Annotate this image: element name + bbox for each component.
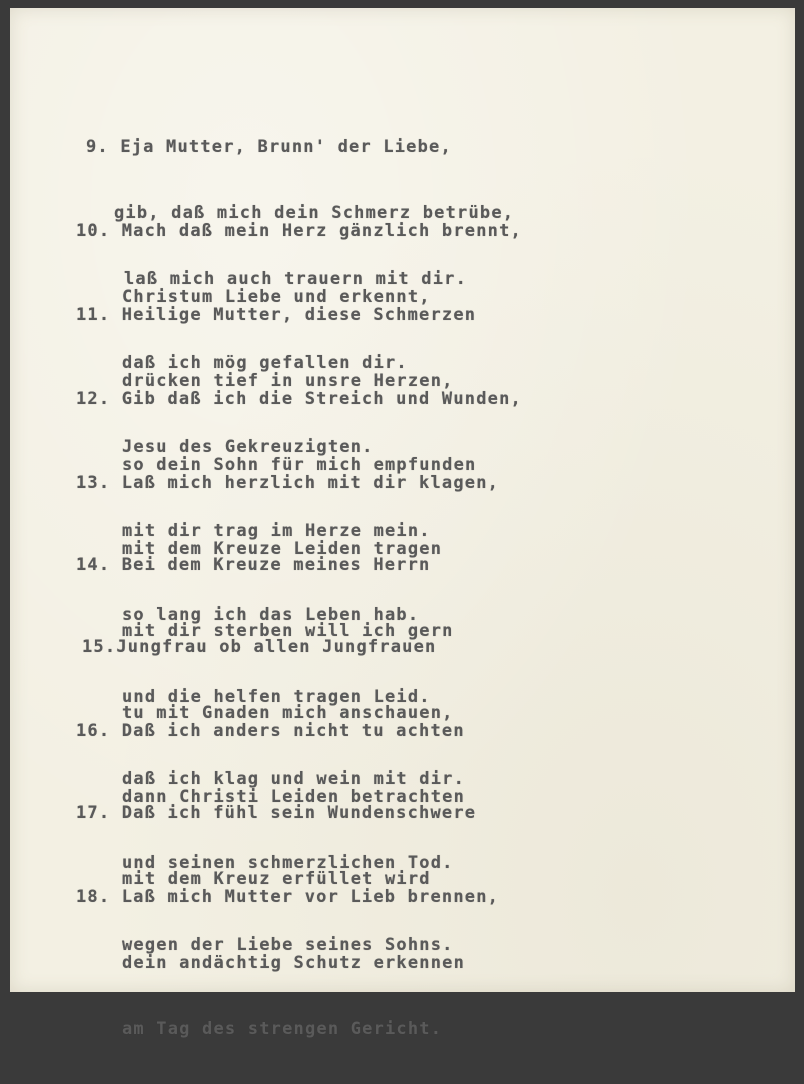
verse-line: mit dir sterben will ich gern (122, 621, 454, 641)
verse-list (10, 8, 795, 1039)
verse-line: dein andächtig Schutz erkennen (122, 953, 466, 973)
verse-line: dann Christi Leiden betrachten (122, 787, 466, 807)
verse-line: daß ich mög gefallen dir. (122, 353, 408, 373)
verse-18 (76, 842, 499, 1084)
verse-line: mit dem Kreuz erfüllet wird (122, 869, 431, 889)
verse-line: und die helfen tragen Leid. (122, 687, 431, 707)
verse-number: 16. (76, 721, 111, 741)
verse-number: 9. (86, 137, 109, 157)
verse-line: Daß ich fühl sein Wundenschwere (121, 803, 477, 823)
typewritten-page (10, 8, 795, 1039)
verse-line: Jesu des Gekreuzigten. (122, 437, 374, 457)
verse-line: Daß ich anders nicht tu achten (121, 721, 465, 741)
verse-line: wegen der Liebe seines Sohns. (122, 935, 454, 955)
verse-line: mit dir trag im Herze mein. (122, 521, 431, 541)
verse-number: 13. (76, 473, 111, 493)
verse-line: Gib daß ich die Streich und Wunden, (121, 389, 522, 409)
verse-line: Jungfrau ob allen Jungfrauen (116, 637, 437, 657)
verse-line: so lang ich das Leben hab. (122, 605, 420, 625)
verse-line: und seinen schmerzlichen Tod. (122, 853, 454, 873)
verse-line: gib, daß mich dein Schmerz betrübe, (114, 203, 515, 223)
verse-line: Mach daß mein Herz gänzlich brennt, (121, 221, 522, 241)
verse-line: Eja Mutter, Brunn' der Liebe, (120, 137, 452, 157)
verse-number: 14. (76, 555, 111, 575)
verse-line: Bei dem Kreuze meines Herrn (121, 555, 431, 575)
verse-line: tu mit Gnaden mich anschauen, (122, 703, 454, 723)
verse-number: 18. (76, 887, 111, 907)
verse-line: Christum Liebe und erkennt, (122, 287, 431, 307)
verse-number: 10. (76, 221, 111, 241)
verse-number: 15. (82, 637, 117, 657)
verse-line: so dein Sohn für mich empfunden (122, 455, 477, 475)
verse-number: 11. (76, 305, 111, 325)
verse-line: Heilige Mutter, diese Schmerzen (121, 305, 477, 325)
verse-line: daß ich klag und wein mit dir. (122, 769, 466, 789)
verse-line: drücken tief in unsre Herzen, (122, 371, 454, 391)
verse-line: mit dem Kreuze Leiden tragen (122, 539, 443, 559)
verse-line: Laß mich Mutter vor Lieb brennen, (121, 887, 500, 907)
verse-number: 17. (76, 803, 111, 823)
verse-number: 12. (76, 389, 111, 409)
verse-line: Laß mich herzlich mit dir klagen, (121, 473, 500, 493)
verse-line: am Tag des strengen Gericht. (122, 1019, 443, 1039)
verse-line: laß mich auch trauern mit dir. (124, 269, 468, 289)
